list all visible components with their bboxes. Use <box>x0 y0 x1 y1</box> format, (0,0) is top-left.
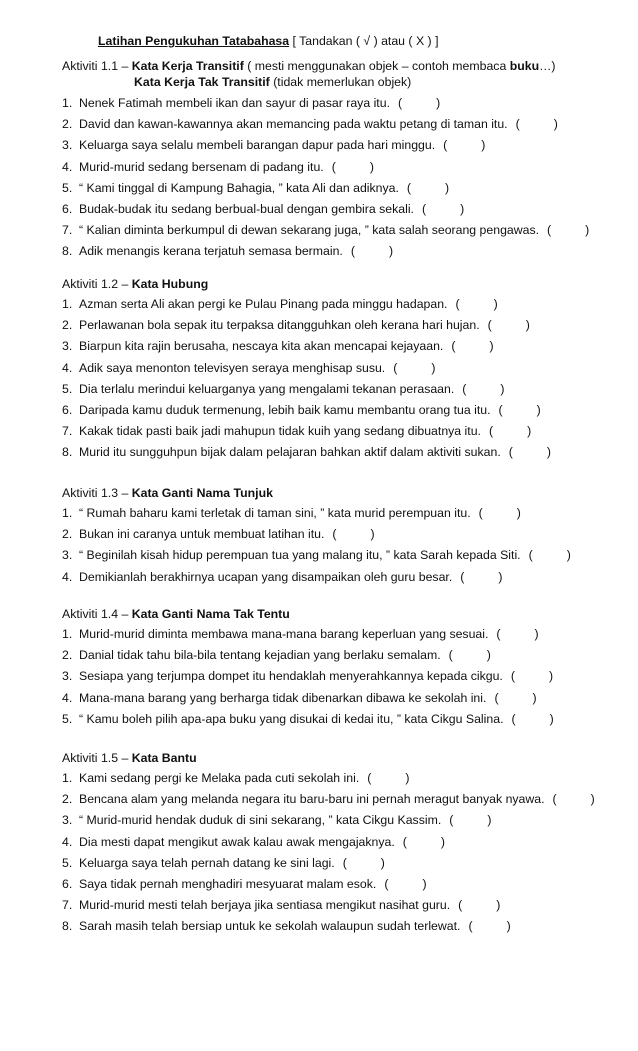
answer-box-open: ( <box>496 627 501 641</box>
answer-box[interactable] <box>393 358 435 379</box>
item-number: 4. <box>62 360 73 375</box>
answer-box-open: ( <box>547 223 552 238</box>
section-term: Kata Ganti Nama Tunjuk <box>131 486 273 500</box>
answer-box-open: ( <box>468 919 473 934</box>
exercise-item <box>62 421 551 442</box>
answer-box[interactable] <box>458 895 500 916</box>
item-number: 6. <box>62 201 73 216</box>
answer-box-open: ( <box>498 402 503 417</box>
answer-box-open: ( <box>443 138 448 153</box>
answer-box[interactable] <box>511 666 553 687</box>
item-sentence: Keluarga saya telah pernah datang ke sini lagi. <box>79 855 335 870</box>
item-sentence: Demikianlah berakhirnya ucapan yang disampaikan oleh guru besar. <box>79 569 453 584</box>
exercise-item <box>62 220 589 241</box>
answer-box-open: ( <box>332 527 337 542</box>
item-sentence: Danial tidak tahu bila-bila tentang kejadian yang berlaku semalam. <box>79 648 441 663</box>
item-number: 2. <box>62 792 73 807</box>
activity-1-3-section <box>62 483 571 588</box>
exercise-item <box>62 241 589 262</box>
item-number: 6. <box>62 402 73 417</box>
answer-box[interactable] <box>384 874 426 895</box>
answer-box-close: ) <box>546 445 551 460</box>
answer-box-open: ( <box>397 96 403 110</box>
item-sentence: Budak-budak itu sedang berbual-bual dengan gembira sekali. <box>79 201 414 216</box>
item-sentence: Bencana alam yang melanda negara itu baru-baru ini pernah meragut banyak nyawa. <box>79 792 545 807</box>
answer-box[interactable] <box>343 853 385 874</box>
answer-box-open: ( <box>528 548 533 563</box>
item-sentence: Dia terlalu merindui keluarganya yang mengalami tekanan perasaan. <box>79 381 455 396</box>
answer-box-open: ( <box>331 159 336 174</box>
answer-box-open: ( <box>515 117 520 132</box>
answer-box-open: ( <box>478 506 483 520</box>
answer-box-open: ( <box>406 180 412 195</box>
item-number: 4. <box>62 690 73 705</box>
answer-box-close: ) <box>460 201 465 216</box>
answer-box[interactable] <box>407 178 449 199</box>
answer-box[interactable] <box>509 442 551 463</box>
answer-box-close: ) <box>496 898 501 913</box>
activity-1-1-note: ( mesti menggunakan objek – contoh membaca <box>247 59 507 73</box>
answer-box[interactable] <box>496 624 538 645</box>
answer-box-close: ) <box>422 876 427 891</box>
answer-box-close: ) <box>532 690 537 705</box>
activity-1-1-note-2: (tidak memerlukan objek) <box>273 75 412 89</box>
section-term: Kata Ganti Nama Tak Tentu <box>131 607 290 621</box>
worksheet-header <box>98 34 438 48</box>
item-sentence: Bukan ini caranya untuk membuat latihan itu. <box>79 527 325 542</box>
answer-box[interactable] <box>351 241 393 262</box>
item-sentence: Kakak tidak pasti baik jadi mahupun tidak kuih yang sedang dibuatnya itu. <box>79 424 481 439</box>
exercise-item <box>62 442 551 463</box>
answer-box[interactable] <box>553 789 595 810</box>
answer-box-close: ) <box>380 855 385 870</box>
answer-box-open: ( <box>367 771 372 785</box>
answer-box-close: ) <box>487 813 492 828</box>
answer-box-open: ( <box>511 711 516 726</box>
answer-box-open: ( <box>510 669 515 684</box>
exercise-item <box>62 379 551 400</box>
answer-box-close: ) <box>525 318 530 333</box>
item-sentence: “ Beginilah kisah hidup perempuan tua yang malang itu, ” kata Sarah kepada Siti. <box>79 548 521 563</box>
activity-1-1-term-transitive: Kata Kerja Transitif <box>131 59 244 73</box>
item-number: 3. <box>62 138 73 153</box>
item-number: 1. <box>62 506 73 520</box>
item-number: 2. <box>62 648 73 663</box>
answer-box[interactable] <box>468 916 510 937</box>
exercise-item <box>62 810 595 831</box>
activity-1-1-note-end: …) <box>539 59 556 73</box>
exercise-item <box>62 545 571 566</box>
answer-box-close: ) <box>388 244 394 259</box>
answer-box-open: ( <box>488 424 494 439</box>
answer-box-close: ) <box>486 648 491 663</box>
answer-box-open: ( <box>487 318 492 333</box>
answer-box[interactable] <box>494 688 536 709</box>
activity-1-1-term-intransitive: Kata Kerja Tak Transitif <box>134 75 270 89</box>
answer-box-close: ) <box>536 402 541 417</box>
worksheet-title: Latihan Pengukuhan Tatabahasa <box>98 34 290 48</box>
item-number: 1. <box>62 627 73 641</box>
item-number: 7. <box>62 898 73 913</box>
item-sentence: Daripada kamu duduk termenung, lebih baik kamu membantu orang tua itu. <box>79 402 491 417</box>
item-sentence: Azman serta Ali akan pergi ke Pulau Pinang pada minggu hadapan. <box>79 297 448 311</box>
answer-box[interactable] <box>455 294 497 315</box>
answer-box-close: ) <box>493 297 498 311</box>
answer-box-open: ( <box>455 297 460 311</box>
worksheet-instruction: [ Tandakan ( √ ) atau ( X ) ] <box>292 34 439 48</box>
answer-box[interactable] <box>367 768 409 789</box>
item-number: 1. <box>62 771 73 785</box>
item-sentence: Nenek Fatimah membeli ikan dan sayur di pasar raya itu. <box>79 96 390 110</box>
exercise-item <box>62 666 554 687</box>
section-term: Kata Bantu <box>131 751 197 765</box>
answer-box[interactable] <box>516 114 558 135</box>
exercise-item <box>62 874 595 895</box>
item-sentence: Mana-mana barang yang berharga tidak dibenarkan dibawa ke sekolah ini. <box>79 690 487 705</box>
item-sentence: “ Rumah baharu kami terletak di taman sini, ” kata murid perempuan itu. <box>79 506 471 520</box>
answer-box[interactable] <box>479 503 521 524</box>
answer-box-open: ( <box>494 690 499 705</box>
answer-box-open: ( <box>448 648 453 663</box>
item-sentence: David dan kawan-kawannya akan memancing pada waktu petang di taman itu. <box>79 117 508 132</box>
answer-box-close: ) <box>590 792 595 807</box>
exercise-item <box>62 135 589 156</box>
answer-box-close: ) <box>440 834 446 849</box>
item-number: 3. <box>62 669 73 684</box>
item-sentence: Kami sedang pergi ke Melaka pada cuti sekolah ini. <box>79 771 360 785</box>
item-sentence: Murid itu sungguhpun bijak dalam pelajaran bahkan aktif dalam aktiviti sukan. <box>79 445 501 460</box>
exercise-item <box>62 709 554 730</box>
exercise-item <box>62 524 571 545</box>
answer-box[interactable] <box>460 567 502 588</box>
answer-box[interactable] <box>422 199 464 220</box>
activity-1-1-section <box>62 93 589 263</box>
item-sentence: Keluarga saya selalu membeli barangan dapur pada hari minggu. <box>79 138 436 153</box>
item-number: 5. <box>62 711 73 726</box>
section-prefix: Aktiviti 1.2 – <box>62 277 129 291</box>
answer-box-open: ( <box>460 569 465 584</box>
exercise-item <box>62 567 571 588</box>
exercise-item <box>62 853 595 874</box>
exercise-item <box>62 178 589 199</box>
activity-1-2-section <box>62 274 551 464</box>
section-prefix: Aktiviti 1.5 – <box>62 751 129 765</box>
activity-1-5-section <box>62 748 595 938</box>
exercise-item <box>62 114 589 135</box>
answer-box-close: ) <box>489 339 494 354</box>
item-sentence: Dia mesti dapat mengikut awak kalau awak mengajaknya. <box>79 834 395 849</box>
item-sentence: “ Kami tinggal di Kampung Bahagia, ” kata Ali dan adiknya. <box>79 180 399 195</box>
exercise-item <box>62 768 595 789</box>
exercise-item <box>62 93 589 114</box>
item-sentence: Biarpun kita rajin berusaha, nescaya kita akan mencapai kejayaan. <box>79 339 444 354</box>
item-number: 8. <box>62 445 73 460</box>
answer-box-open: ( <box>449 813 454 828</box>
activity-1-1-prefix: Aktiviti 1.1 – <box>62 59 129 73</box>
item-number: 5. <box>62 381 73 396</box>
answer-box[interactable] <box>403 832 445 853</box>
exercise-item <box>62 336 551 357</box>
answer-box-close: ) <box>553 117 558 132</box>
answer-box[interactable] <box>488 315 530 336</box>
answer-box-open: ( <box>350 244 355 259</box>
exercise-item <box>62 199 589 220</box>
answer-box-open: ( <box>552 792 557 807</box>
exercise-item <box>62 400 551 421</box>
answer-box[interactable] <box>489 421 531 442</box>
answer-box[interactable] <box>451 336 493 357</box>
item-number: 7. <box>62 223 73 238</box>
answer-box[interactable] <box>462 379 504 400</box>
answer-box-close: ) <box>369 159 374 174</box>
section-heading <box>62 274 551 294</box>
exercise-item <box>62 157 589 178</box>
activity-1-4-section <box>62 604 554 730</box>
item-number: 6. <box>62 876 73 891</box>
answer-box-close: ) <box>534 627 539 641</box>
item-sentence: Murid-murid sedang bersenam di padang itu. <box>79 159 324 174</box>
answer-box-open: ( <box>384 876 389 891</box>
answer-box-close: ) <box>566 548 571 563</box>
item-number: 3. <box>62 813 73 828</box>
answer-box-close: ) <box>500 381 505 396</box>
item-sentence: Adik menangis kerana terjatuh semasa bermain. <box>79 244 343 259</box>
item-number: 7. <box>62 424 73 439</box>
answer-box[interactable] <box>443 135 485 156</box>
answer-box-open: ( <box>458 898 463 913</box>
answer-box-close: ) <box>506 919 511 934</box>
exercise-item <box>62 916 595 937</box>
section-heading <box>62 604 554 624</box>
answer-box-open: ( <box>421 201 427 216</box>
item-number: 8. <box>62 919 73 934</box>
exercise-item <box>62 789 595 810</box>
item-sentence: “ Murid-murid hendak duduk di sini sekarang, ” kata Cikgu Kassim. <box>79 813 442 828</box>
exercise-item <box>62 832 595 853</box>
answer-box[interactable] <box>512 709 554 730</box>
section-heading <box>62 748 595 768</box>
answer-box-open: ( <box>393 360 398 375</box>
answer-box-close: ) <box>370 527 375 542</box>
item-number: 4. <box>62 569 73 584</box>
section-prefix: Aktiviti 1.4 – <box>62 607 129 621</box>
section-term: Kata Hubung <box>131 277 209 291</box>
answer-box[interactable] <box>332 524 374 545</box>
exercise-item <box>62 503 571 524</box>
item-number: 3. <box>62 548 73 563</box>
item-number: 2. <box>62 117 73 132</box>
exercise-item <box>62 624 554 645</box>
answer-box-open: ( <box>342 855 347 870</box>
item-sentence: Adik saya menonton televisyen seraya menghisap susu. <box>79 360 386 375</box>
activity-1-1-line-1 <box>62 58 556 74</box>
answer-box-close: ) <box>498 569 503 584</box>
item-number: 1. <box>62 297 73 311</box>
answer-box-close: ) <box>481 138 486 153</box>
answer-box-open: ( <box>451 339 456 354</box>
answer-box-open: ( <box>402 834 407 849</box>
item-sentence: Murid-murid diminta membawa mana-mana barang keperluan yang sesuai. <box>79 627 489 641</box>
item-number: 4. <box>62 159 73 174</box>
answer-box[interactable] <box>547 220 589 241</box>
answer-box[interactable] <box>529 545 571 566</box>
answer-box-close: ) <box>431 360 436 375</box>
item-sentence: Sesiapa yang terjumpa dompet itu hendaklah menyerahkannya kepada cikgu. <box>79 669 503 684</box>
answer-box-close: ) <box>527 424 532 439</box>
item-number: 3. <box>62 339 73 354</box>
activity-1-1-line-2 <box>62 74 556 90</box>
item-number: 5. <box>62 180 73 195</box>
exercise-item <box>62 688 554 709</box>
item-number: 5. <box>62 855 73 870</box>
exercise-item <box>62 315 551 336</box>
item-sentence: Murid-murid mesti telah berjaya jika sentiasa mengikut nasihat guru. <box>79 898 451 913</box>
activity-1-1-example: buku <box>509 59 540 73</box>
exercise-item <box>62 294 551 315</box>
item-sentence: Sarah masih telah bersiap untuk ke sekolah walaupun sudah terlewat. <box>79 919 461 934</box>
answer-box-open: ( <box>462 381 467 396</box>
item-sentence: Perlawanan bola sepak itu terpaksa ditangguhkan oleh kerana hari hujan. <box>79 318 480 333</box>
answer-box-close: ) <box>445 180 450 195</box>
answer-box-close: ) <box>436 96 441 110</box>
exercise-item <box>62 358 551 379</box>
answer-box-close: ) <box>585 223 590 238</box>
section-heading <box>62 483 571 503</box>
answer-box-close: ) <box>548 669 554 684</box>
answer-box-close: ) <box>405 771 410 785</box>
answer-box-open: ( <box>508 445 513 460</box>
item-number: 8. <box>62 244 73 259</box>
item-number: 4. <box>62 834 73 849</box>
answer-box[interactable] <box>449 810 491 831</box>
answer-box[interactable] <box>332 157 374 178</box>
item-number: 1. <box>62 96 73 110</box>
answer-box[interactable] <box>499 400 541 421</box>
answer-box[interactable] <box>398 93 440 114</box>
answer-box-close: ) <box>549 711 554 726</box>
answer-box[interactable] <box>449 645 491 666</box>
item-number: 2. <box>62 318 73 333</box>
item-number: 2. <box>62 527 73 542</box>
activity-1-1-header <box>62 58 556 90</box>
answer-box-close: ) <box>516 506 521 520</box>
item-sentence: “ Kalian diminta berkumpul di dewan sekarang juga, ” kata salah seorang pengawas. <box>79 223 540 238</box>
section-prefix: Aktiviti 1.3 – <box>62 486 129 500</box>
exercise-item <box>62 895 595 916</box>
item-sentence: Saya tidak pernah menghadiri mesyuarat malam esok. <box>79 876 377 891</box>
exercise-item <box>62 645 554 666</box>
item-sentence: “ Kamu boleh pilih apa-apa buku yang disukai di kedai itu, ” kata Cikgu Salina. <box>79 711 504 726</box>
